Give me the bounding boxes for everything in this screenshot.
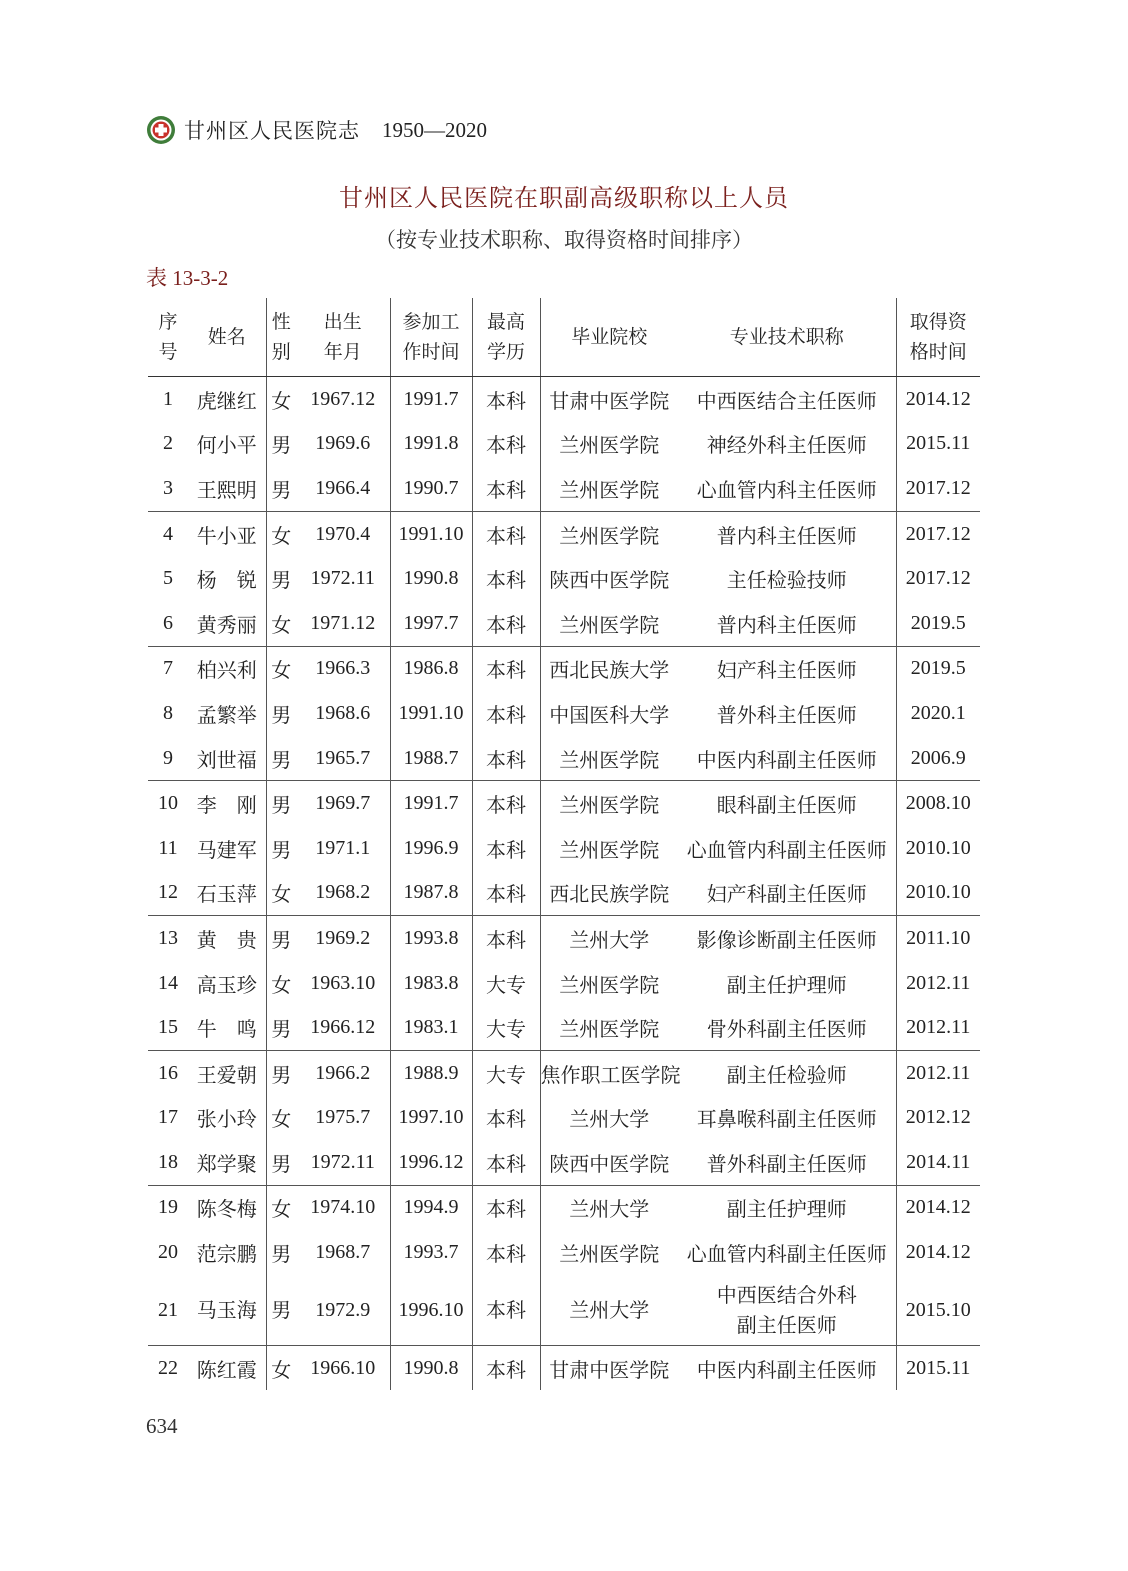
- cell-education: 本科: [472, 781, 540, 826]
- cell-sex: 男: [271, 1151, 292, 1176]
- cell-title: 副主任护理师: [678, 961, 896, 1006]
- cell-work-start: 1991.8: [390, 422, 472, 467]
- cell-name: 王熙明: [188, 466, 266, 511]
- cell-birth: 1963.10: [296, 961, 390, 1006]
- cell-seq: 3: [163, 476, 173, 499]
- cell-school: 西北民族大学: [540, 646, 678, 691]
- cell-date: 2010.10: [905, 836, 971, 859]
- cell-school: 兰州大学: [540, 1185, 678, 1230]
- cell-school: 西北民族学院: [549, 882, 670, 907]
- table-row: [148, 556, 980, 601]
- cell-title-line: 中西医结合外科: [716, 1282, 857, 1307]
- cell-school: 兰州医学院: [559, 972, 660, 997]
- cell-work-start: 1997.7: [390, 601, 472, 646]
- cell-title: 普内科主任医师: [678, 601, 896, 646]
- cell-education: 本科: [472, 826, 540, 871]
- cell-birth: 1966.10: [296, 1345, 390, 1390]
- cell-seq: 14: [158, 971, 178, 994]
- cell-title: 中医内科副主任医师: [678, 1345, 896, 1390]
- cell-sex: 男: [271, 837, 292, 862]
- cell-work-start: 1997.10: [390, 1096, 472, 1141]
- cell-school: 兰州大学: [569, 1107, 650, 1132]
- cell-name: 范宗鹏: [188, 1230, 266, 1275]
- cell-sex: 男: [266, 1050, 296, 1095]
- table-header-row: [148, 298, 980, 377]
- cell-seq: 15: [158, 1016, 178, 1039]
- cell-sex: 女: [271, 388, 292, 413]
- cell-education: 本科: [472, 1096, 540, 1141]
- header-title: 专业技术职称: [678, 298, 896, 377]
- cell-birth: 1972.11: [296, 1140, 390, 1185]
- cell-name: 马建军: [188, 826, 266, 871]
- hospital-emblem-icon: [146, 115, 176, 145]
- table-row: [148, 691, 980, 736]
- cell-education: 本科: [472, 601, 540, 646]
- table-body: [148, 377, 980, 1391]
- cell-title: 神经外科主任医师: [678, 422, 896, 467]
- table-row: [148, 1050, 980, 1095]
- cell-date: 2014.12: [896, 1185, 980, 1230]
- table-row: [148, 601, 980, 646]
- cell-education: 本科: [472, 1275, 540, 1346]
- cell-seq: 10: [148, 781, 188, 826]
- cell-birth: 1971.12: [296, 601, 390, 646]
- cell-birth: 1968.2: [296, 871, 390, 916]
- cell-work-start: 1990.8: [390, 556, 472, 601]
- cell-work-start: 1987.8: [390, 871, 472, 916]
- cell-school: 兰州大学: [540, 916, 678, 961]
- table-row: [148, 1005, 980, 1050]
- cell-name: 黄秀丽: [188, 601, 266, 646]
- cell-work-start: 1990.8: [390, 1345, 472, 1390]
- cell-sex: 男: [271, 433, 292, 458]
- cell-birth: 1966.12: [296, 1005, 390, 1050]
- cell-title: 心血管内科主任医师: [678, 466, 896, 511]
- header-name: 姓名: [188, 298, 266, 377]
- cell-birth: 1968.6: [296, 691, 390, 736]
- staff-table: [148, 298, 980, 1390]
- cell-work-start: 1988.9: [390, 1050, 472, 1095]
- header-education: 最高 学历: [472, 298, 540, 377]
- cell-title: 妇产科副主任医师: [678, 871, 896, 916]
- cell-education: 本科: [472, 1230, 540, 1275]
- page-title: 甘州区人民医院在职副高级职称以上人员: [339, 184, 789, 212]
- cell-name: 柏兴利: [188, 646, 266, 691]
- cell-title-line: 副主任医师: [736, 1312, 837, 1337]
- cell-school: 兰州医学院: [559, 837, 660, 862]
- table-row: [148, 1185, 980, 1230]
- cell-work-start: 1983.8: [390, 961, 472, 1006]
- cell-name: 李 刚: [188, 781, 266, 826]
- cell-birth: 1966.2: [296, 1050, 390, 1095]
- cell-sex: 女: [271, 612, 292, 637]
- cell-work-start: 1996.9: [390, 826, 472, 871]
- cell-sex: 男: [271, 1017, 292, 1042]
- cell-name: 杨 锐: [188, 556, 266, 601]
- cell-date: 2014.12: [905, 1241, 971, 1264]
- cell-sex: 男: [271, 702, 292, 727]
- cell-education: 本科: [472, 871, 540, 916]
- cell-sex: 女: [271, 972, 292, 997]
- cell-education: 大专: [472, 1005, 540, 1050]
- cell-school: 兰州医学院: [559, 612, 660, 637]
- cell-birth: 1968.7: [296, 1230, 390, 1275]
- cell-school: 陕西中医学院: [549, 1151, 670, 1176]
- cell-title: 副主任护理师: [678, 1185, 896, 1230]
- table-row: [148, 1140, 980, 1185]
- cell-seq: 13: [148, 916, 188, 961]
- cell-date: 2015.11: [896, 1345, 980, 1390]
- cell-name: 陈红霞: [188, 1345, 266, 1390]
- cell-seq: 19: [148, 1185, 188, 1230]
- cell-date: 2017.12: [896, 511, 980, 556]
- running-head-title: 甘州区人民医院志: [184, 119, 360, 143]
- header-birth: 出生 年月: [296, 298, 390, 377]
- cell-education: 本科: [472, 1345, 540, 1390]
- cell-school: 兰州医学院: [559, 433, 660, 458]
- cell-sex: 女: [266, 1345, 296, 1390]
- cell-work-start: 1991.10: [390, 691, 472, 736]
- cell-date: 2014.11: [906, 1150, 971, 1173]
- cell-school: 兰州医学院: [540, 781, 678, 826]
- cell-education: 大专: [472, 961, 540, 1006]
- cell-education: 本科: [472, 511, 540, 556]
- cell-education: 本科: [472, 1185, 540, 1230]
- cell-name: 石玉萍: [188, 871, 266, 916]
- cell-education: 本科: [472, 916, 540, 961]
- cell-school: 兰州医学院: [540, 511, 678, 556]
- cell-education: 本科: [472, 1140, 540, 1185]
- cell-date: 2008.10: [896, 781, 980, 826]
- cell-work-start: 1993.8: [390, 916, 472, 961]
- cell-birth: 1966.3: [296, 646, 390, 691]
- cell-date: 2019.5: [910, 611, 966, 634]
- cell-sex: 女: [271, 882, 292, 907]
- cell-school: 兰州医学院: [559, 747, 660, 772]
- header-seq: 序 号: [148, 298, 188, 377]
- cell-sex: 男: [271, 568, 292, 593]
- table-row: [148, 826, 980, 871]
- cell-school: 陕西中医学院: [549, 568, 670, 593]
- cell-birth: 1969.2: [296, 916, 390, 961]
- table-row: [148, 511, 980, 556]
- cell-sex: 女: [266, 511, 296, 556]
- cell-birth: 1971.1: [296, 826, 390, 871]
- cell-date: 2012.11: [906, 1016, 971, 1039]
- cell-date: 2012.11: [906, 971, 971, 994]
- cell-title: 中西医结合主任医师: [678, 377, 896, 422]
- cell-sex: 男: [271, 477, 292, 502]
- cell-birth: 1975.7: [296, 1096, 390, 1141]
- cell-name: 何小平: [188, 422, 266, 467]
- cell-title: 普外科主任医师: [678, 691, 896, 736]
- cell-birth: 1972.11: [296, 556, 390, 601]
- cell-seq: 18: [158, 1150, 178, 1173]
- cell-birth: 1969.7: [296, 781, 390, 826]
- cell-date: 2019.5: [896, 646, 980, 691]
- table-row: [148, 1345, 980, 1390]
- cell-seq: 20: [158, 1241, 178, 1264]
- running-head: [146, 112, 487, 148]
- table-row: [148, 961, 980, 1006]
- header-school: 毕业院校: [540, 298, 678, 377]
- cell-education: 本科: [472, 556, 540, 601]
- cell-sex: 男: [271, 1242, 292, 1267]
- cell-school: 兰州医学院: [559, 477, 660, 502]
- cell-name: 牛 鸣: [188, 1005, 266, 1050]
- cell-school: 焦作职工医学院: [540, 1050, 678, 1095]
- cell-education: 本科: [472, 691, 540, 736]
- cell-title: 影像诊断副主任医师: [678, 916, 896, 961]
- cell-work-start: 1994.9: [390, 1185, 472, 1230]
- cell-title: [678, 1275, 896, 1346]
- cell-seq: 17: [158, 1106, 178, 1129]
- cell-work-start: 1991.10: [390, 511, 472, 556]
- page-number: 634: [146, 1414, 178, 1438]
- cell-seq: 8: [163, 701, 173, 724]
- cell-work-start: 1993.7: [390, 1230, 472, 1275]
- cell-school: 甘肃中医学院: [540, 1345, 678, 1390]
- cell-birth: 1972.9: [296, 1275, 390, 1346]
- cell-education: 本科: [472, 466, 540, 511]
- table-row: [148, 466, 980, 511]
- cell-date: 2012.12: [905, 1106, 971, 1129]
- cell-date: 2020.1: [910, 701, 966, 724]
- cell-date: 2014.12: [905, 387, 971, 410]
- cell-work-start: 1986.8: [390, 646, 472, 691]
- cell-date: 2011.10: [896, 916, 980, 961]
- cell-birth: 1969.6: [296, 422, 390, 467]
- page-subtitle: （按专业技术职称、取得资格时间排序）: [375, 228, 753, 252]
- cell-education: 大专: [472, 1050, 540, 1095]
- cell-work-start: 1983.1: [390, 1005, 472, 1050]
- cell-seq: 7: [148, 646, 188, 691]
- cell-sex: 男: [271, 747, 292, 772]
- cell-name: 陈冬梅: [188, 1185, 266, 1230]
- cell-seq: 4: [148, 511, 188, 556]
- table-row: [148, 1096, 980, 1141]
- cell-sex: 女: [266, 1185, 296, 1230]
- cell-date: 2010.10: [905, 881, 971, 904]
- cell-seq: 1: [163, 387, 173, 410]
- table-row: [148, 377, 980, 422]
- cell-date: 2015.11: [906, 432, 971, 455]
- cell-work-start: 1996.12: [390, 1140, 472, 1185]
- cell-name: 张小玲: [188, 1096, 266, 1141]
- cell-title: 中医内科副主任医师: [678, 736, 896, 781]
- cell-seq: 12: [158, 881, 178, 904]
- cell-birth: 1974.10: [296, 1185, 390, 1230]
- cell-name: 马玉海: [188, 1275, 266, 1346]
- cell-school: 兰州医学院: [559, 1017, 660, 1042]
- cell-seq: 21: [158, 1298, 178, 1321]
- cell-school: 中国医科大学: [549, 702, 670, 727]
- cell-name: 高玉珍: [188, 961, 266, 1006]
- cell-title: 妇产科主任医师: [678, 646, 896, 691]
- cell-education: 本科: [472, 377, 540, 422]
- cell-title: 耳鼻喉科副主任医师: [678, 1096, 896, 1141]
- cell-birth: 1966.4: [296, 466, 390, 511]
- cell-seq: 9: [163, 746, 173, 769]
- cell-name: 刘世福: [188, 736, 266, 781]
- header-work-start: 参加工 作时间: [390, 298, 472, 377]
- cell-education: 本科: [472, 646, 540, 691]
- cell-title: 副主任检验师: [678, 1050, 896, 1095]
- table-row: [148, 1230, 980, 1275]
- table-row: [148, 422, 980, 467]
- cell-title: 心血管内科副主任医师: [678, 826, 896, 871]
- cell-name: 王爱朝: [188, 1050, 266, 1095]
- cell-work-start: 1991.7: [390, 377, 472, 422]
- cell-sex: 女: [271, 1107, 292, 1132]
- cell-birth: 1965.7: [296, 736, 390, 781]
- cell-education: 本科: [472, 422, 540, 467]
- cell-work-start: 1988.7: [390, 736, 472, 781]
- cell-date: 2006.9: [910, 746, 966, 769]
- cell-date: 2017.12: [905, 476, 971, 499]
- cell-seq: 5: [163, 567, 173, 590]
- cell-title: 主任检验技师: [678, 556, 896, 601]
- header-date: 取得资 格时间: [896, 298, 980, 377]
- cell-sex: 女: [266, 646, 296, 691]
- cell-name: 郑学聚: [188, 1140, 266, 1185]
- cell-school: 兰州大学: [569, 1297, 650, 1322]
- table-number: 表 13-3-2: [146, 266, 229, 290]
- cell-name: 虎继红: [188, 377, 266, 422]
- header-sex: 性 别: [266, 298, 296, 377]
- cell-title: 普外科副主任医师: [678, 1140, 896, 1185]
- running-head-years: 1950—2020: [382, 117, 487, 142]
- cell-education: 本科: [472, 736, 540, 781]
- cell-birth: 1970.4: [296, 511, 390, 556]
- cell-title: 普内科主任医师: [678, 511, 896, 556]
- cell-date: 2017.12: [905, 567, 971, 590]
- cell-work-start: 1990.7: [390, 466, 472, 511]
- cell-seq: 2: [163, 432, 173, 455]
- cell-seq: 16: [148, 1050, 188, 1095]
- cell-sex: 男: [266, 781, 296, 826]
- cell-sex: 男: [266, 916, 296, 961]
- cell-work-start: 1991.7: [390, 781, 472, 826]
- cell-name: 黄 贵: [188, 916, 266, 961]
- cell-sex: 男: [271, 1297, 292, 1322]
- cell-date: 2012.11: [896, 1050, 980, 1095]
- cell-seq: 11: [158, 836, 178, 859]
- table-row: [148, 871, 980, 916]
- cell-date: 2015.10: [905, 1298, 971, 1321]
- cell-seq: 6: [163, 611, 173, 634]
- table-row: [148, 736, 980, 781]
- cell-work-start: 1996.10: [390, 1275, 472, 1346]
- cell-school: 兰州医学院: [559, 1242, 660, 1267]
- cell-birth: 1967.12: [296, 377, 390, 422]
- cell-title: 心血管内科副主任医师: [678, 1230, 896, 1275]
- cell-title: 眼科副主任医师: [678, 781, 896, 826]
- table-row: [148, 916, 980, 961]
- table-row: [148, 1275, 980, 1346]
- table-row: [148, 646, 980, 691]
- table-row: [148, 781, 980, 826]
- cell-name: 牛小亚: [188, 511, 266, 556]
- cell-seq: 22: [148, 1345, 188, 1390]
- cell-name: 孟繁举: [188, 691, 266, 736]
- cell-school: 甘肃中医学院: [549, 388, 670, 413]
- cell-title: 骨外科副主任医师: [678, 1005, 896, 1050]
